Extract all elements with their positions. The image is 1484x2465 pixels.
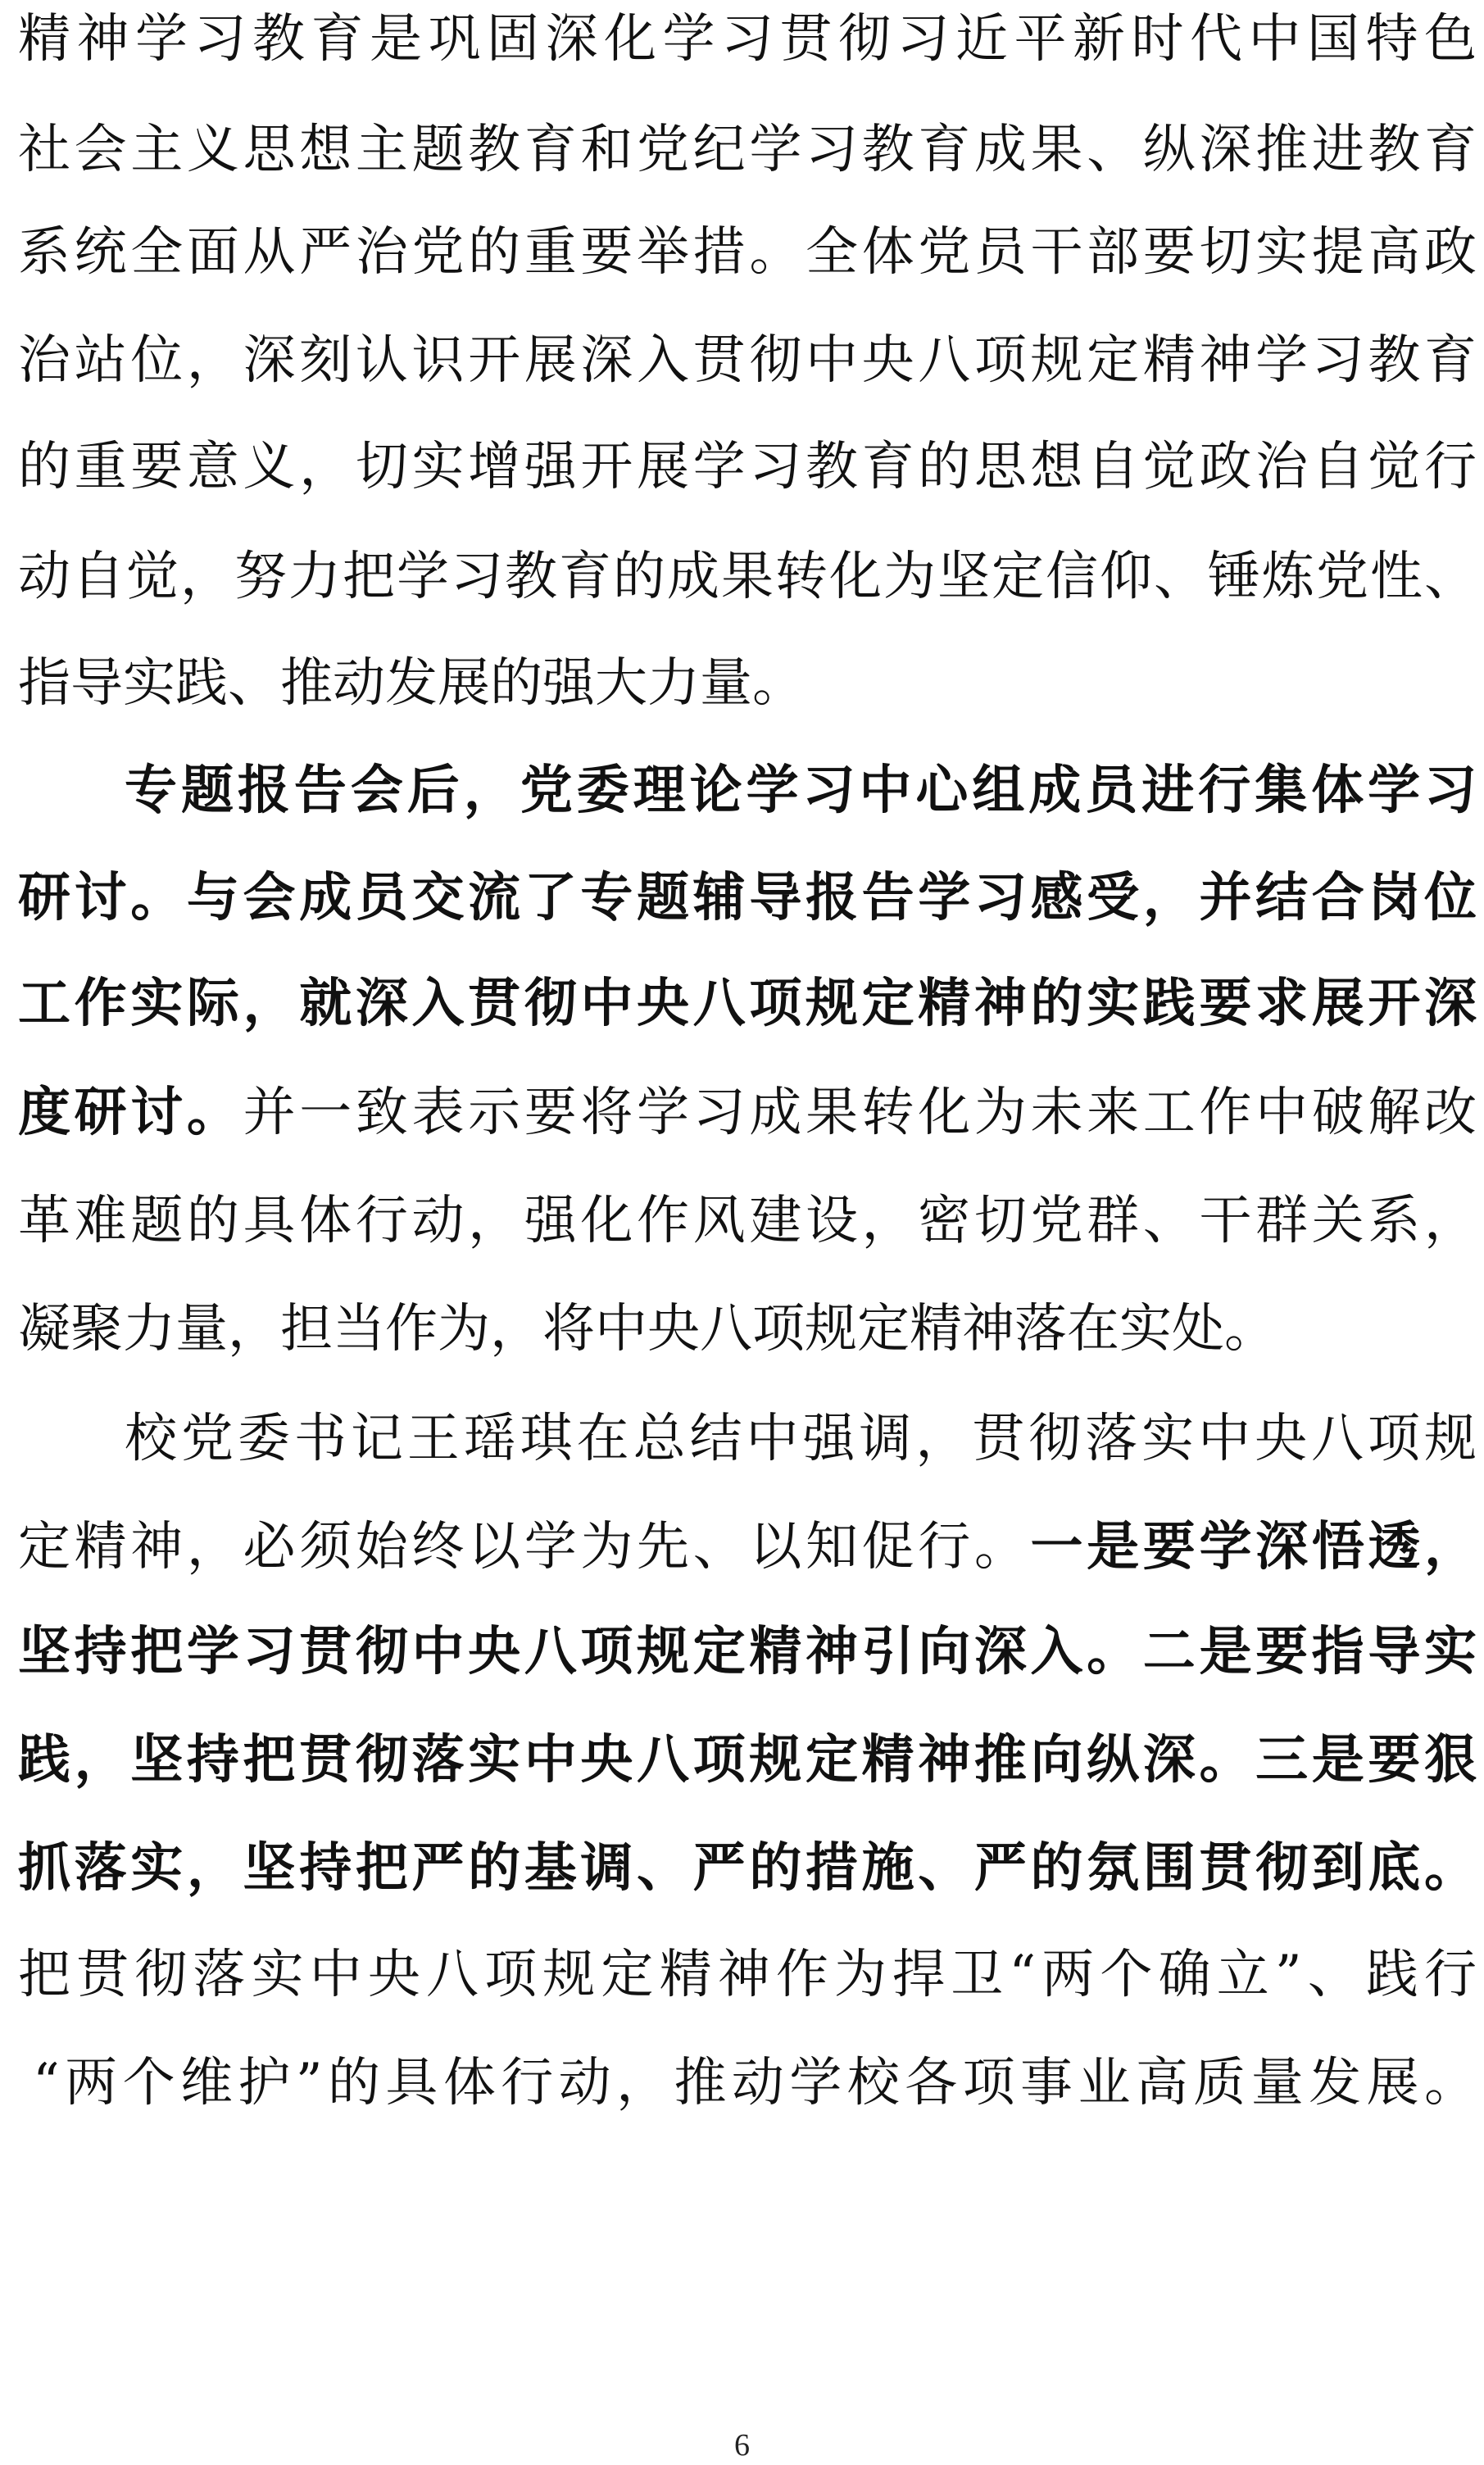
paragraph-line: 凝聚力量，担当作为，将中央八项规定精神落在实处。 (18, 1299, 1277, 1360)
paragraph-line-bold: 抓落实，坚持把严的基调、严的措施、严的氛围贯彻到底。 (18, 1837, 1477, 1899)
normal-run: 并一致表示要将学习成果转化为未来工作中破解改 (243, 1083, 1477, 1143)
paragraph-line: 指导实践、推动发展的强大力量。 (18, 653, 805, 714)
paragraph-line-mixed (18, 1080, 1477, 1146)
paragraph-line: 的重要意义，切实增强开展学习教育的思想自觉政治自觉行 (18, 437, 1477, 497)
paragraph-line-bold: 践，坚持把贯彻落实中央八项规定精神推向纵深。三是要狠 (18, 1729, 1477, 1791)
paragraph-line-bold: 专题报告会后，党委理论学习中心组成员进行集体学习 (125, 760, 1477, 821)
paragraph-line: 系统全面从严治党的重要举措。全体党员干部要切实提高政 (18, 222, 1477, 283)
paragraph-line: 治站位，深刻认识开展深入贯彻中央八项规定精神学习教育 (18, 330, 1477, 391)
paragraph-line: 校党委书记王瑶琪在总结中强调，贯彻落实中央八项规 (125, 1409, 1477, 1469)
normal-run: 定精神，必须始终以学为先、以知促行。 (18, 1517, 1031, 1578)
paragraph-line-bold: 工作实际，就深入贯彻中央八项规定精神的实践要求展开深 (18, 973, 1477, 1034)
paragraph-line-mixed (18, 1514, 1477, 1580)
paragraph-line: “两个维护”的具体行动，推动学校各项事业高质量发展。 (33, 2053, 1477, 2113)
paragraph-line: 精神学习教育是巩固深化学习贯彻习近平新时代中国特色 (18, 9, 1477, 70)
paragraph-line: 社会主义思想主题教育和党纪学习教育成果、纵深推进教育 (18, 120, 1477, 180)
paragraph-line: 革难题的具体行动，强化作风建设，密切党群、干群关系， (18, 1191, 1477, 1251)
paragraph-line: 动自觉，努力把学习教育的成果转化为坚定信仰、锤炼党性、 (18, 547, 1477, 607)
page-number: 6 (734, 2428, 750, 2463)
paragraph-line-bold: 研讨。与会成员交流了专题辅导报告学习感受，并结合岗位 (18, 867, 1477, 928)
bold-run: 一是要学深悟透， (1030, 1516, 1477, 1578)
bold-run: 度研讨。 (18, 1082, 243, 1143)
paragraph-line: 把贯彻落实中央八项规定精神作为捍卫“两个确立”、践行 (18, 1945, 1477, 2005)
paragraph-line-bold: 坚持把学习贯彻中央八项规定精神引向深入。二是要指导实 (18, 1621, 1477, 1682)
